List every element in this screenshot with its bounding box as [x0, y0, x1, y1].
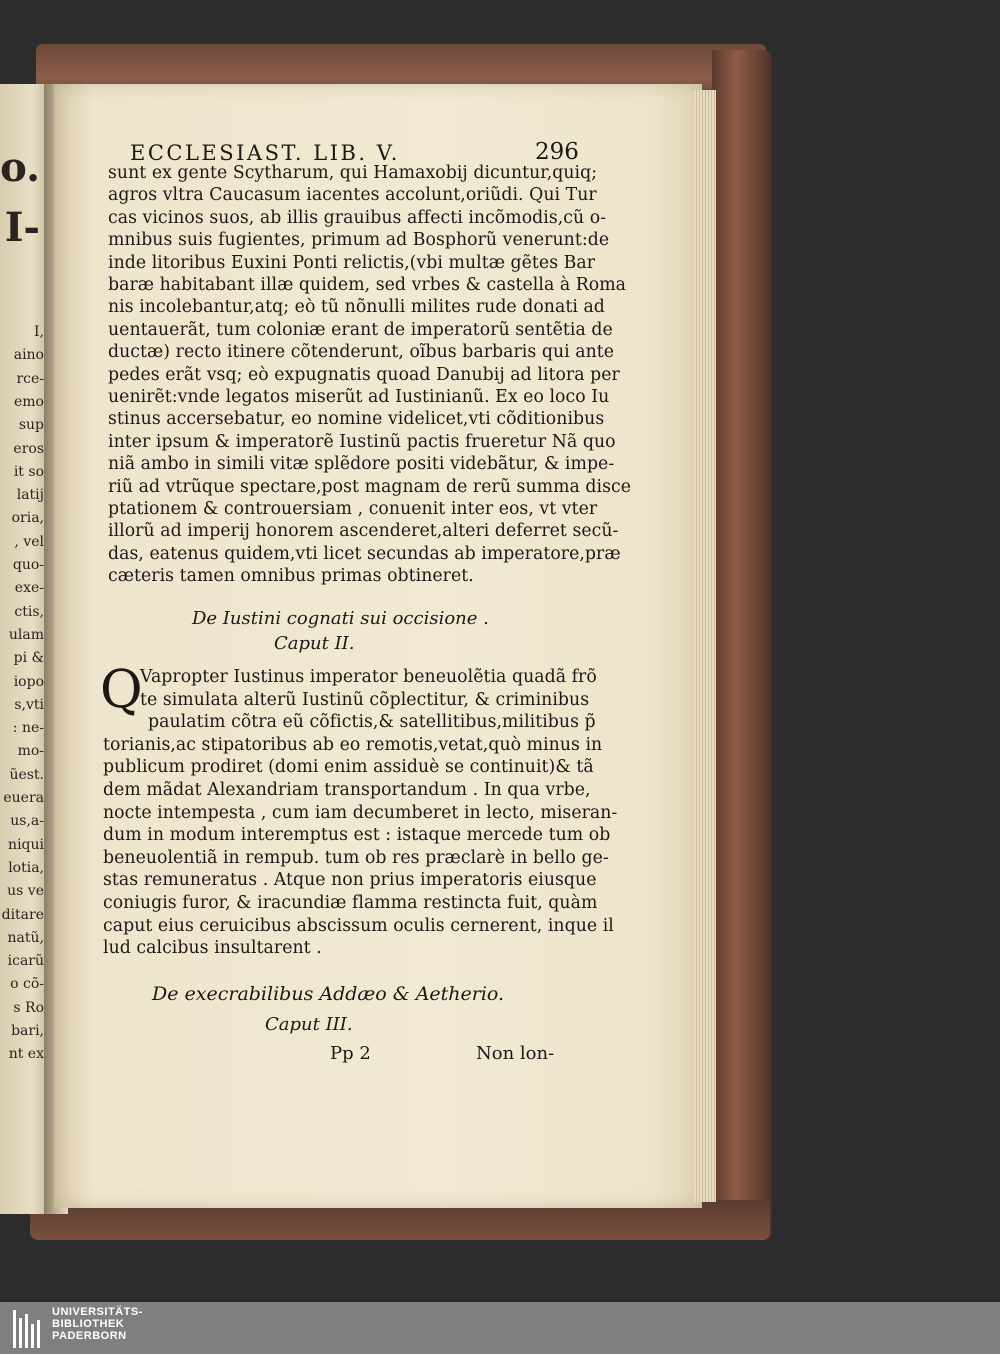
previous-page-fragment: eros [13, 440, 44, 457]
text-line: cas vicinos suos, ab illis grauibus affecti incõmodis,cũ o- [108, 207, 607, 228]
text-line: ptationem & controuersiam , conuenit inter eos, vt vter [108, 499, 598, 519]
library-footer [0, 1302, 1000, 1354]
library-name-line-1: UNIVERSITÄTS- [52, 1306, 143, 1318]
text-line: dem mãdat Alexandriam transportandum . In qua vrbe, [103, 780, 591, 800]
previous-page-fragment: aino [13, 347, 44, 364]
previous-page-fragment: mo- [17, 743, 44, 760]
previous-page-fragment: ũest. [9, 766, 44, 783]
previous-page-fragment: latij [16, 487, 44, 504]
text-line: stas remuneratus . Atque non prius imperatoris eiusque [103, 870, 597, 891]
previous-page-fragment: us ve [7, 883, 44, 900]
text-line: coniugis furor, & iracundiæ flamma restincta fuit, quàm [103, 893, 598, 913]
text-line: uentauerãt, tum coloniæ erant de imperatorũ sentẽtia de [108, 319, 613, 340]
text-line: baræ habitabant illæ quidem, sed vrbes & castella à Roma [108, 275, 627, 295]
text-line: nocte intempesta , cum iam decumberet in lecto, miseran- [103, 802, 618, 823]
page-edges [694, 90, 716, 1202]
chapter-heading-caput: Caput II. [274, 633, 355, 654]
text-line: niã ambo in simili vitæ splẽdore positi videbãtur, & impe- [108, 454, 615, 475]
previous-page-fragment: emo [14, 393, 44, 410]
previous-page-fragment: I- [4, 204, 40, 251]
previous-page-fragment: euera [3, 790, 44, 806]
text-line: stinus accersebatur, eo nomine videlicet,vti cõditionibus [108, 409, 605, 430]
text-line: lud calcibus insultarent . [103, 938, 322, 959]
text-line: riũ ad vtrũque spectare,post magnam de rerũ summa disce [108, 476, 632, 497]
previous-page-fragment: rce- [16, 370, 44, 387]
text-line: das, eatenus quidem,vti licet secundas ab imperatore,præ [108, 543, 621, 564]
previous-page-fragment: s Ro [13, 999, 44, 1016]
text-line: pedes erãt vsq; eò expugnatis quoad Danubij ad litora per [108, 364, 620, 385]
library-name-line-2: BIBLIOTHEK [52, 1318, 125, 1330]
previous-page-fragment: ulam [8, 626, 44, 643]
text-line: agros vltra Caucasum iacentes accolunt,oriũdi. Qui Tur [108, 185, 597, 206]
text-line: Vapropter Iustinus imperator beneuolẽtia quadã frõ [140, 667, 597, 687]
previous-page-fragment: quo- [12, 557, 44, 573]
text-line: publicum prodiret (domi enim assiduè se continuit)& tã [103, 757, 594, 778]
signature-mark: Pp 2 [330, 1043, 371, 1064]
chapter-heading-title: De Iustini cognati sui occisione . [192, 608, 489, 629]
text-line: mnibus suis fugientes, primum ad Bosphorũ venerunt:de [108, 230, 610, 251]
previous-page-strip [0, 84, 46, 1214]
book-cover-right-edge [712, 50, 772, 1240]
text-line: illorũ ad imperij honorem ascenderet,alteri deferret secũ- [108, 521, 619, 542]
previous-page-fragment: pi & [13, 650, 44, 667]
text-line: sunt ex gente Scytharum, qui Hamaxobij dicuntur,quiq; [108, 163, 598, 183]
text-line: caput eius ceruicibus abscissum oculis cernerent, inque il [103, 915, 614, 936]
library-logo-icon [13, 1310, 45, 1348]
text-line: inde litoribus Euxini Ponti relictis,(vbi multæ gẽtes Bar [108, 252, 596, 273]
text-line: te simulata alterũ Iustinũ cõplectitur, & criminibus [140, 689, 590, 710]
text-line: torianis,ac stipatoribus ab eo remotis,vetat,quò minus in [103, 734, 603, 755]
text-line: uenirẽt:vnde legatos miserũt ad Iustinianũ. Ex eo loco Iu [108, 387, 610, 407]
previous-page-fragment: : ne- [12, 720, 44, 737]
previous-page-fragment: s,vti [14, 696, 44, 713]
previous-page-fragment: sup [18, 417, 44, 434]
page-number: 296 [535, 139, 579, 165]
previous-page-fragment: ctis, [14, 603, 44, 620]
text-line: inter ipsum & imperatorẽ Iustinũ pactis frueretur Nã quo [108, 431, 616, 452]
previous-page-fragment: nt ex [8, 1046, 44, 1063]
running-head: ECCLESIAST. LIB. V. [130, 141, 400, 165]
previous-page-fragment: oria, [11, 510, 44, 527]
library-name-line-3: PADERBORN [52, 1330, 127, 1342]
text-line: cæteris tamen omnibus primas obtineret. [108, 566, 474, 587]
drop-cap: Q [100, 660, 143, 720]
previous-page-fragment: natũ, [7, 929, 44, 946]
text-line: paulatim cõtra eũ cõfictis,& satellitibus,militibus p̃ [148, 712, 596, 733]
previous-page-fragment: exe- [14, 580, 44, 597]
previous-page-fragment: niqui [8, 836, 44, 853]
catchword: Non lon- [476, 1043, 555, 1064]
chapter-heading-2-title: De execrabilibus Addæo & Aetherio. [152, 983, 505, 1005]
previous-page-fragment: lotia, [8, 859, 44, 876]
previous-page-fragment: o cõ- [10, 976, 44, 993]
previous-page-fragment: icarũ [7, 953, 44, 970]
text-line: ductæ) recto itinere cõtenderunt, oĩbus barbaris qui ante [108, 342, 615, 363]
chapter-heading-2-caput: Caput III. [265, 1014, 353, 1035]
previous-page-fragment: I, [34, 324, 44, 340]
text-line: dum in modum interemptus est : istaque mercede tum ob [103, 825, 611, 846]
previous-page-fragment: , vel [14, 533, 44, 550]
text-line: nis incolebantur,atq; eò tũ nõnulli milites rude donati ad [108, 297, 605, 318]
previous-page-fragment: ditare [1, 906, 44, 923]
previous-page-fragment: us,a- [10, 813, 44, 830]
previous-page-fragment: bari, [11, 1023, 44, 1039]
previous-page-fragment: o. [0, 144, 40, 191]
previous-page-fragment: it so [13, 463, 44, 480]
previous-page-fragment: iopo [13, 673, 44, 690]
text-line: beneuolentiã in rempub. tum ob res præclarè in bello ge- [103, 847, 609, 868]
